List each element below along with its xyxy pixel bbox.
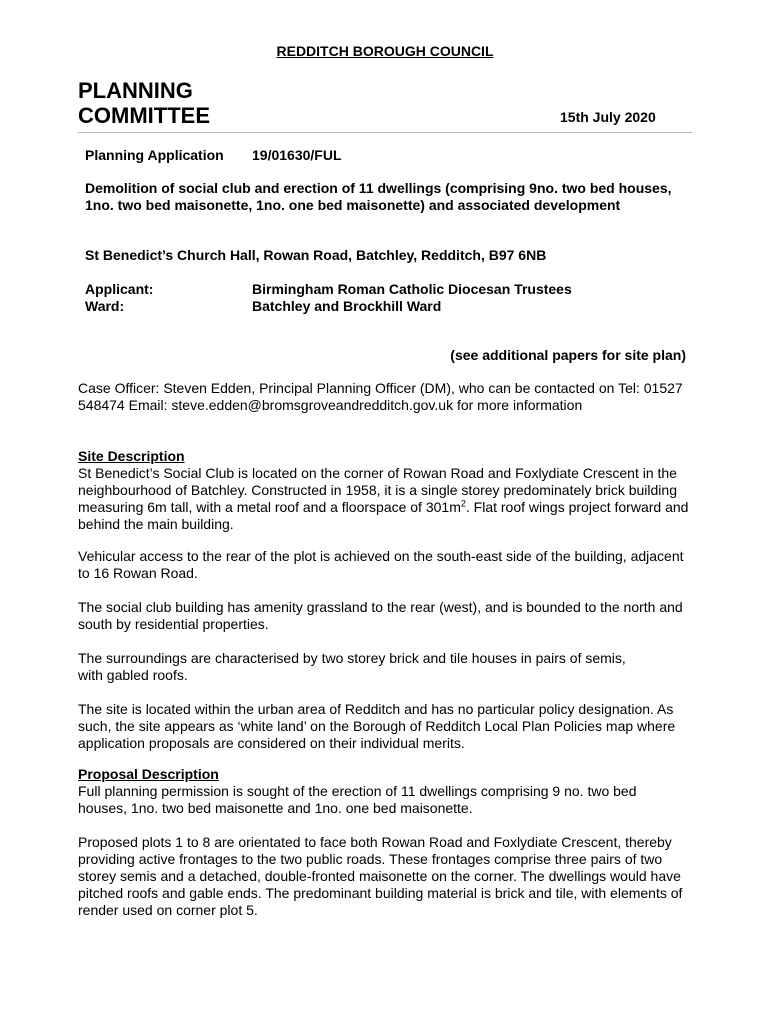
ward-label: Ward: <box>85 298 125 314</box>
application-label: Planning Application <box>85 147 224 163</box>
site-description-section <box>78 448 698 533</box>
council-name: REDDITCH BOROUGH COUNCIL <box>276 43 494 59</box>
site-description-p1-end: . Flat roof wings project forward and behind the main building. <box>78 499 689 532</box>
applicant-label: Applicant: <box>85 281 154 297</box>
site-description-p1 <box>78 465 688 532</box>
proposal-description-heading: Proposal Description <box>78 766 219 782</box>
case-officer-contact: Case Officer: Steven Edden, Principal Planning Officer (DM), who can be contacted on Tel: 01527 548474 Email: steve.edden@bromsgroveandredditch.gov.uk for more information <box>78 380 683 413</box>
committee-date: 15th July 2020 <box>560 109 656 125</box>
application-reference: 19/01630/FUL <box>252 147 342 163</box>
proposal-description-p2: Proposed plots 1 to 8 are orientated to face both Rowan Road and Foxlydiate Crescent, thereby providing active frontages to the two public roads. These frontages comprise three pairs of two storey semis and a detached, double-fronted maisonette on the corner. The dwellings would have pitched roofs and gable ends. The predominant building material is brick and tile, with elements of render used on corner plot 5. <box>78 834 683 918</box>
applicant-value: Birmingham Roman Catholic Diocesan Trustees <box>252 281 572 297</box>
application-description: Demolition of social club and erection of 11 dwellings (comprising 9no. two bed houses, 1no. two bed maisonette, 1no. one bed maisonette) and associated development <box>85 180 672 213</box>
site-plan-note: (see additional papers for site plan) <box>450 347 686 363</box>
proposal-description-p1: Full planning permission is sought of the erection of 11 dwellings comprising 9 no. two bed houses, 1no. two bed maisonette and 1no. one bed maisonette. <box>78 783 637 816</box>
title-line-2: COMMITTEE <box>78 103 210 128</box>
proposal-description-section <box>78 766 678 817</box>
title-line-1: PLANNING <box>78 78 193 103</box>
site-description-heading: Site Description <box>78 448 185 464</box>
site-description-p1-text: St Benedict’s Social Club is located on the corner of Rowan Road and Foxlydiate Crescent in the neighbourhood of Batchley. Constructed in 1958, it is a single storey predominately brick building measuring 6m tall, with a metal roof and a floorspace of 301m <box>78 465 677 515</box>
site-description-p4: The surroundings are characterised by two storey brick and tile houses in pairs of semis, with gabled roofs. <box>78 650 626 683</box>
site-address: St Benedict’s Church Hall, Rowan Road, Batchley, Redditch, B97 6NB <box>85 247 547 263</box>
site-description-p5: The site is located within the urban area of Redditch and has no particular policy designation. As such, the site appears as ‘white land’ on the Borough of Redditch Local Plan Policies map where application proposals are considered on their individual merits. <box>78 701 676 751</box>
site-description-p3: The social club building has amenity grassland to the rear (west), and is bounded to the north and south by residential properties. <box>78 599 683 632</box>
header-divider <box>78 132 692 133</box>
squared-superscript: 2 <box>460 498 466 509</box>
page-title <box>78 78 378 128</box>
site-description-p2: Vehicular access to the rear of the plot is achieved on the south-east side of the building, adjacent to 16 Rowan Road. <box>78 548 684 581</box>
ward-value: Batchley and Brockhill Ward <box>252 298 442 314</box>
